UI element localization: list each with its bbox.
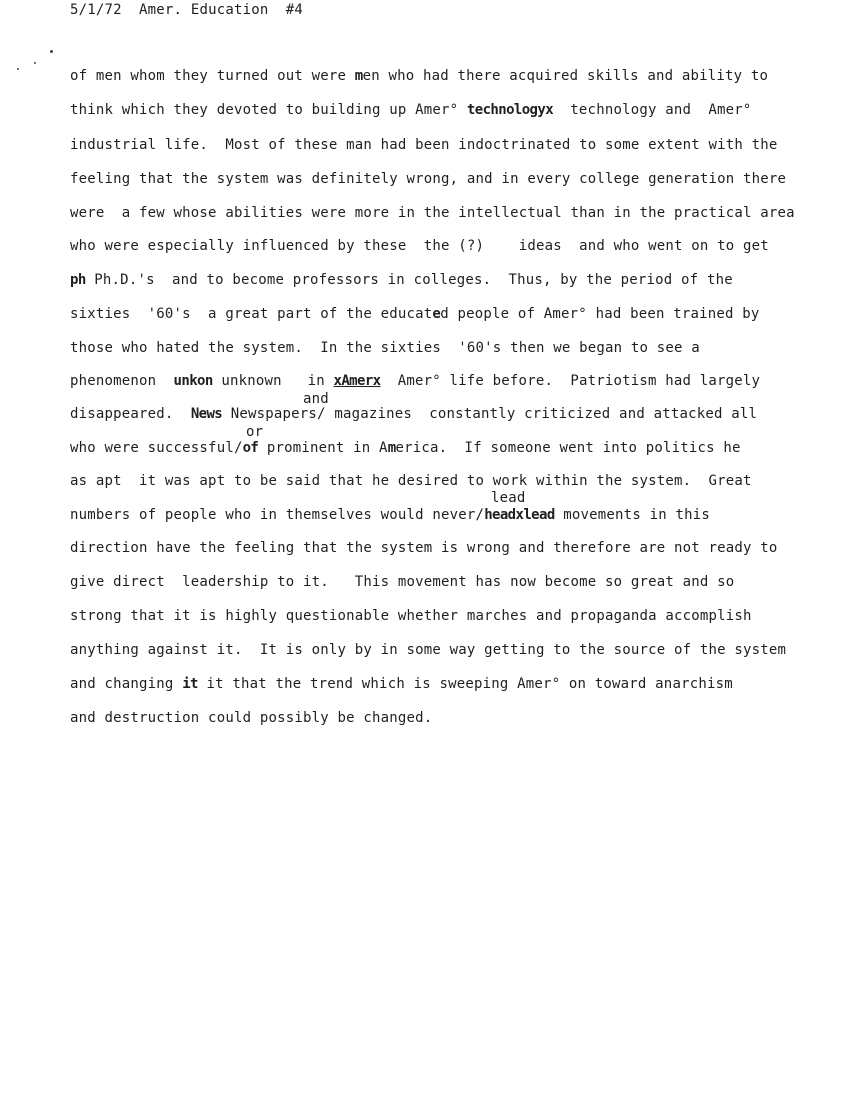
page-header	[70, 2, 303, 18]
insertion-lead: lead	[491, 490, 526, 506]
text-line: disappeared. News Newspapers/ magazines constantly criticized and attacked all	[70, 406, 758, 422]
text-line: phenomenon unkon unknown in xAmerx Amer° life before. Patriotism had largely	[70, 373, 761, 389]
text-line: think which they devoted to building up Amer° technologyx technology and Amer°	[70, 102, 752, 118]
header-title: Amer. Education	[139, 2, 269, 18]
text-line: feeling that the system was definitely wrong, and in every college generation there	[70, 171, 787, 187]
ink-speck	[17, 68, 19, 70]
text-line: sixties '60's a great part of the educated people of Amer° had been trained by	[70, 306, 760, 322]
text-line: and destruction could possibly be changed.	[70, 710, 433, 726]
text-line: give direct leadership to it. This movement has now become so great and so	[70, 574, 735, 590]
text-line: anything against it. It is only by in some way getting to the source of the system	[70, 642, 787, 658]
text-line: industrial life. Most of these man had been indoctrinated to some extent with the	[70, 137, 778, 153]
text-line: were a few whose abilities were more in the intellectual than in the practical area	[70, 205, 795, 221]
insertion-and: and	[303, 391, 329, 407]
text-line: and changing it it that the trend which is sweeping Amer° on toward anarchism	[70, 676, 733, 692]
text-line: those who hated the system. In the sixties '60's then we began to see a	[70, 340, 700, 356]
text-line: numbers of people who in themselves would never/headxlead movements in this	[70, 507, 710, 523]
ink-speck	[34, 62, 36, 64]
text-line: direction have the feeling that the system is wrong and therefore are not ready to	[70, 540, 778, 556]
insertion-or: or	[246, 424, 264, 440]
text-line: who were successful/of prominent in America. If someone went into politics he	[70, 440, 741, 456]
text-line: as apt it was apt to be said that he desired to work within the system. Great	[70, 473, 752, 489]
header-date: 5/1/72	[70, 2, 122, 18]
text-line: of men whom they turned out were men who had there acquired skills and ability to	[70, 68, 769, 84]
text-line: ph Ph.D.'s and to become professors in colleges. Thus, by the period of the	[70, 272, 733, 288]
text-line: who were especially influenced by these the (?) ideas and who went on to get	[70, 238, 769, 254]
ink-speck	[50, 50, 53, 53]
header-page-number: #4	[285, 2, 304, 18]
text-line: strong that it is highly questionable whether marches and propaganda accomplish	[70, 608, 752, 624]
